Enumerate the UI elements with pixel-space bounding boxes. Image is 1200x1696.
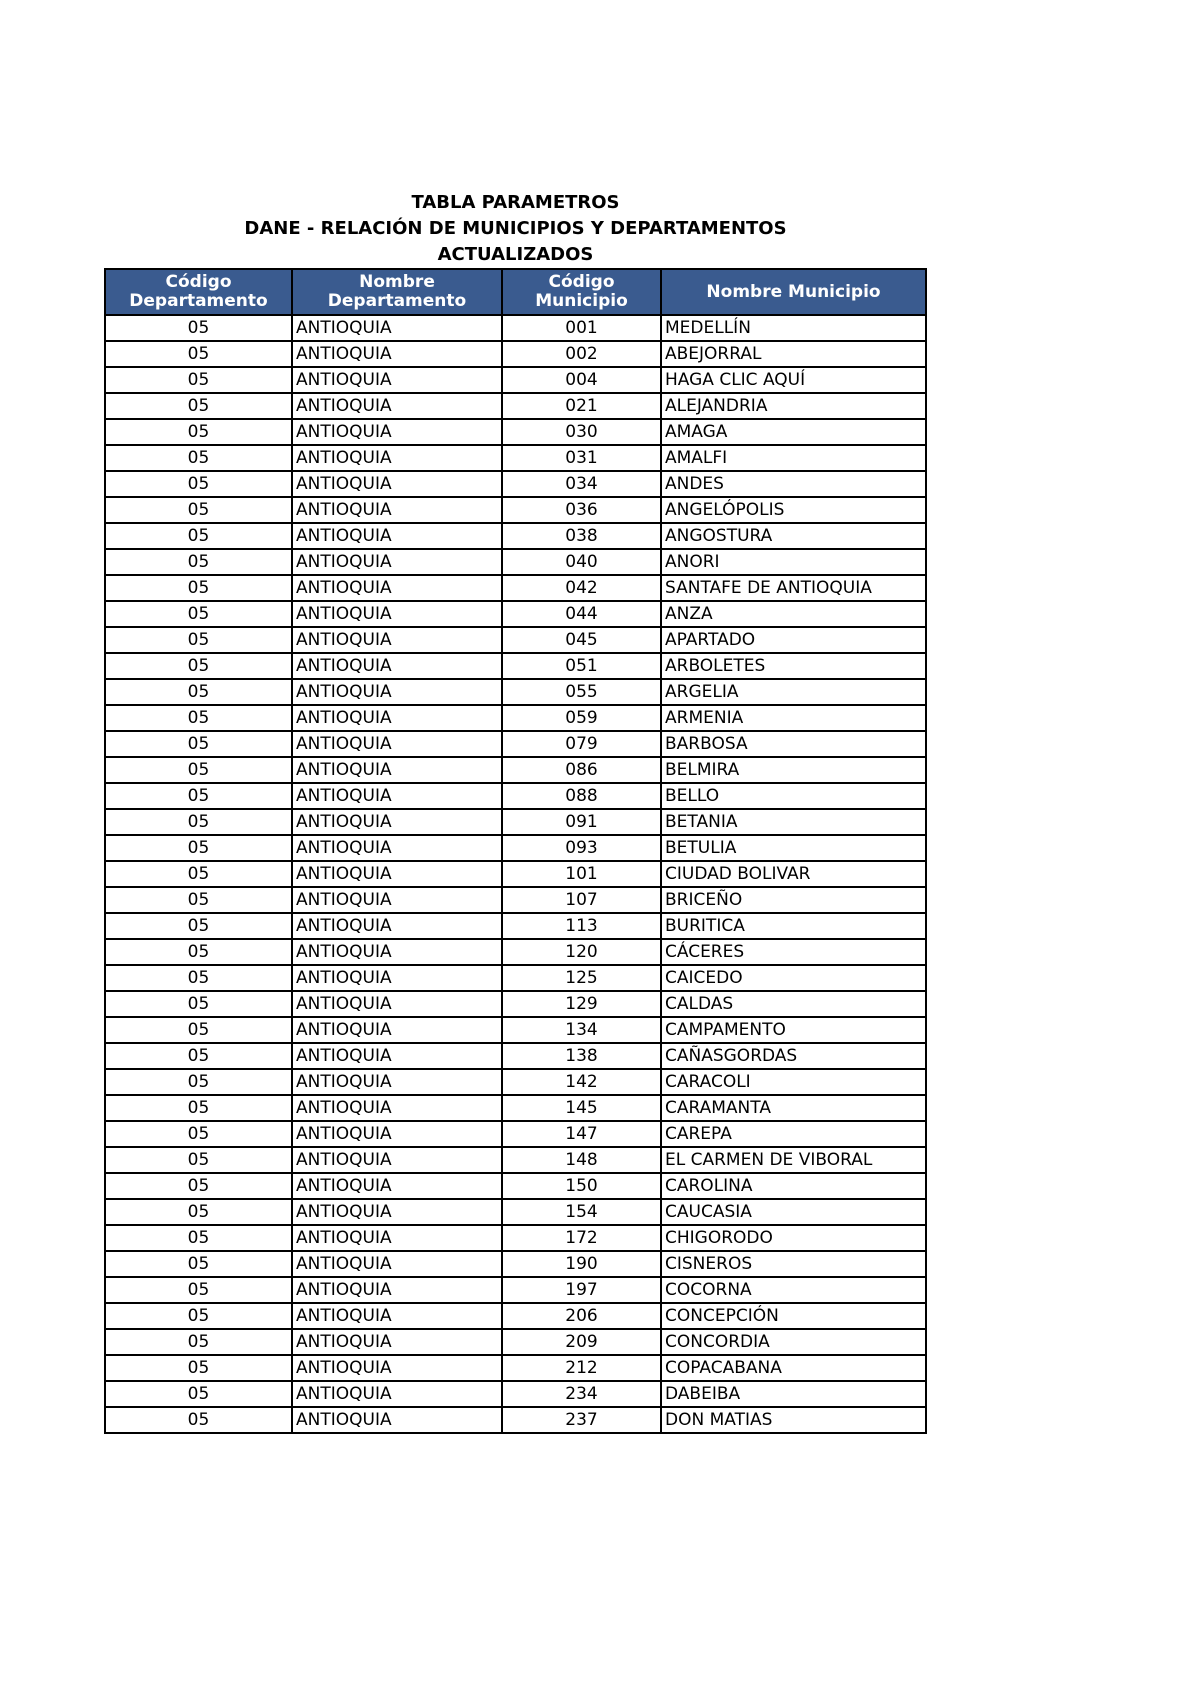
table-row bbox=[105, 1043, 926, 1069]
nombre-municipio-cell: ARMENIA bbox=[661, 705, 926, 731]
codigo-municipio-cell: 093 bbox=[502, 835, 661, 861]
codigo-municipio-cell: 154 bbox=[502, 1199, 661, 1225]
table-row bbox=[105, 1147, 926, 1173]
table-row bbox=[105, 419, 926, 445]
nombre-departamento-cell: ANTIOQUIA bbox=[292, 757, 502, 783]
nombre-departamento-cell: ANTIOQUIA bbox=[292, 1121, 502, 1147]
codigo-departamento-cell: 05 bbox=[105, 1303, 292, 1329]
nombre-municipio-cell: CONCEPCIÓN bbox=[661, 1303, 926, 1329]
nombre-departamento-cell: ANTIOQUIA bbox=[292, 445, 502, 471]
table-row bbox=[105, 471, 926, 497]
table-row bbox=[105, 1225, 926, 1251]
codigo-departamento-cell: 05 bbox=[105, 1095, 292, 1121]
table-row bbox=[105, 783, 926, 809]
codigo-departamento-cell: 05 bbox=[105, 1407, 292, 1433]
nombre-departamento-cell: ANTIOQUIA bbox=[292, 497, 502, 523]
nombre-departamento-cell: ANTIOQUIA bbox=[292, 1173, 502, 1199]
nombre-departamento-cell: ANTIOQUIA bbox=[292, 1069, 502, 1095]
table-row bbox=[105, 1173, 926, 1199]
codigo-municipio-cell: 040 bbox=[502, 549, 661, 575]
codigo-departamento-cell: 05 bbox=[105, 1355, 292, 1381]
codigo-departamento-cell: 05 bbox=[105, 1277, 292, 1303]
table-row bbox=[105, 393, 926, 419]
codigo-municipio-cell: 045 bbox=[502, 627, 661, 653]
nombre-municipio-cell: AMAGA bbox=[661, 419, 926, 445]
nombre-municipio-cell: ARGELIA bbox=[661, 679, 926, 705]
document-title bbox=[104, 190, 927, 268]
codigo-departamento-cell: 05 bbox=[105, 393, 292, 419]
municipios-table bbox=[104, 268, 927, 1434]
codigo-municipio-cell: 150 bbox=[502, 1173, 661, 1199]
table-row bbox=[105, 1251, 926, 1277]
table-row bbox=[105, 679, 926, 705]
codigo-municipio-cell: 237 bbox=[502, 1407, 661, 1433]
codigo-departamento-cell: 05 bbox=[105, 1329, 292, 1355]
nombre-departamento-cell: ANTIOQUIA bbox=[292, 393, 502, 419]
codigo-municipio-cell: 021 bbox=[502, 393, 661, 419]
table-row bbox=[105, 1329, 926, 1355]
nombre-departamento-cell: ANTIOQUIA bbox=[292, 1251, 502, 1277]
codigo-departamento-cell: 05 bbox=[105, 497, 292, 523]
table-row bbox=[105, 1069, 926, 1095]
nombre-municipio-cell: ARBOLETES bbox=[661, 653, 926, 679]
codigo-departamento-cell: 05 bbox=[105, 653, 292, 679]
codigo-municipio-cell: 086 bbox=[502, 757, 661, 783]
nombre-departamento-cell: ANTIOQUIA bbox=[292, 1095, 502, 1121]
header-nombre-municipio: Nombre Municipio bbox=[661, 269, 926, 315]
table-row bbox=[105, 1407, 926, 1433]
table-row bbox=[105, 965, 926, 991]
table-row bbox=[105, 575, 926, 601]
municipios-table-container bbox=[104, 268, 927, 1434]
nombre-municipio-cell: SANTAFE DE ANTIOQUIA bbox=[661, 575, 926, 601]
codigo-municipio-cell: 051 bbox=[502, 653, 661, 679]
table-row bbox=[105, 549, 926, 575]
codigo-departamento-cell: 05 bbox=[105, 679, 292, 705]
nombre-departamento-cell: ANTIOQUIA bbox=[292, 679, 502, 705]
codigo-municipio-cell: 147 bbox=[502, 1121, 661, 1147]
table-row bbox=[105, 1355, 926, 1381]
codigo-municipio-cell: 145 bbox=[502, 1095, 661, 1121]
table-row bbox=[105, 445, 926, 471]
nombre-departamento-cell: ANTIOQUIA bbox=[292, 315, 502, 341]
nombre-municipio-cell: DON MATIAS bbox=[661, 1407, 926, 1433]
nombre-departamento-cell: ANTIOQUIA bbox=[292, 367, 502, 393]
codigo-municipio-cell: 079 bbox=[502, 731, 661, 757]
codigo-municipio-cell: 129 bbox=[502, 991, 661, 1017]
nombre-municipio-cell: BELMIRA bbox=[661, 757, 926, 783]
nombre-departamento-cell: ANTIOQUIA bbox=[292, 549, 502, 575]
codigo-departamento-cell: 05 bbox=[105, 601, 292, 627]
nombre-municipio-cell: BARBOSA bbox=[661, 731, 926, 757]
nombre-municipio-cell: COPACABANA bbox=[661, 1355, 926, 1381]
table-row bbox=[105, 913, 926, 939]
codigo-departamento-cell: 05 bbox=[105, 965, 292, 991]
nombre-municipio-cell: CAREPA bbox=[661, 1121, 926, 1147]
codigo-municipio-cell: 055 bbox=[502, 679, 661, 705]
header-codigo-municipio: Código Municipio bbox=[502, 269, 661, 315]
codigo-departamento-cell: 05 bbox=[105, 835, 292, 861]
codigo-departamento-cell: 05 bbox=[105, 367, 292, 393]
codigo-municipio-cell: 034 bbox=[502, 471, 661, 497]
nombre-municipio-cell: CÁCERES bbox=[661, 939, 926, 965]
table-row bbox=[105, 523, 926, 549]
codigo-departamento-cell: 05 bbox=[105, 1251, 292, 1277]
nombre-departamento-cell: ANTIOQUIA bbox=[292, 341, 502, 367]
codigo-departamento-cell: 05 bbox=[105, 991, 292, 1017]
nombre-municipio-cell: BETANIA bbox=[661, 809, 926, 835]
table-row bbox=[105, 1095, 926, 1121]
nombre-departamento-cell: ANTIOQUIA bbox=[292, 601, 502, 627]
codigo-municipio-cell: 088 bbox=[502, 783, 661, 809]
nombre-departamento-cell: ANTIOQUIA bbox=[292, 1355, 502, 1381]
title-line-1: TABLA PARAMETROS bbox=[411, 192, 620, 213]
nombre-departamento-cell: ANTIOQUIA bbox=[292, 419, 502, 445]
nombre-departamento-cell: ANTIOQUIA bbox=[292, 1277, 502, 1303]
nombre-municipio-cell: HAGA CLIC AQUÍ bbox=[661, 367, 926, 393]
nombre-municipio-cell: CAÑASGORDAS bbox=[661, 1043, 926, 1069]
codigo-departamento-cell: 05 bbox=[105, 1121, 292, 1147]
table-row bbox=[105, 939, 926, 965]
nombre-departamento-cell: ANTIOQUIA bbox=[292, 523, 502, 549]
codigo-municipio-cell: 138 bbox=[502, 1043, 661, 1069]
codigo-municipio-cell: 120 bbox=[502, 939, 661, 965]
codigo-municipio-cell: 004 bbox=[502, 367, 661, 393]
nombre-municipio-cell: CARACOLI bbox=[661, 1069, 926, 1095]
nombre-municipio-cell: CHIGORODO bbox=[661, 1225, 926, 1251]
nombre-departamento-cell: ANTIOQUIA bbox=[292, 731, 502, 757]
nombre-departamento-cell: ANTIOQUIA bbox=[292, 1407, 502, 1433]
codigo-municipio-cell: 038 bbox=[502, 523, 661, 549]
codigo-departamento-cell: 05 bbox=[105, 523, 292, 549]
table-header-row bbox=[105, 269, 926, 315]
table-row bbox=[105, 1199, 926, 1225]
table-row bbox=[105, 887, 926, 913]
nombre-municipio-cell: BETULIA bbox=[661, 835, 926, 861]
codigo-municipio-cell: 030 bbox=[502, 419, 661, 445]
title-line-3: ACTUALIZADOS bbox=[437, 244, 594, 265]
nombre-municipio-cell: APARTADO bbox=[661, 627, 926, 653]
codigo-municipio-cell: 031 bbox=[502, 445, 661, 471]
nombre-municipio-cell: MEDELLÍN bbox=[661, 315, 926, 341]
codigo-departamento-cell: 05 bbox=[105, 757, 292, 783]
nombre-departamento-cell: ANTIOQUIA bbox=[292, 1017, 502, 1043]
codigo-municipio-cell: 001 bbox=[502, 315, 661, 341]
nombre-municipio-cell: ANGOSTURA bbox=[661, 523, 926, 549]
codigo-municipio-cell: 042 bbox=[502, 575, 661, 601]
table-body bbox=[105, 315, 926, 1433]
nombre-departamento-cell: ANTIOQUIA bbox=[292, 809, 502, 835]
table-row bbox=[105, 1303, 926, 1329]
nombre-departamento-cell: ANTIOQUIA bbox=[292, 1303, 502, 1329]
nombre-departamento-cell: ANTIOQUIA bbox=[292, 705, 502, 731]
codigo-municipio-cell: 172 bbox=[502, 1225, 661, 1251]
codigo-municipio-cell: 091 bbox=[502, 809, 661, 835]
nombre-departamento-cell: ANTIOQUIA bbox=[292, 965, 502, 991]
codigo-departamento-cell: 05 bbox=[105, 1381, 292, 1407]
nombre-departamento-cell: ANTIOQUIA bbox=[292, 783, 502, 809]
table-row bbox=[105, 705, 926, 731]
nombre-municipio-cell: EL CARMEN DE VIBORAL bbox=[661, 1147, 926, 1173]
codigo-municipio-cell: 036 bbox=[502, 497, 661, 523]
codigo-departamento-cell: 05 bbox=[105, 1147, 292, 1173]
table-row bbox=[105, 1017, 926, 1043]
nombre-municipio-cell: ABEJORRAL bbox=[661, 341, 926, 367]
nombre-municipio-cell: CAICEDO bbox=[661, 965, 926, 991]
nombre-municipio-cell: ALEJANDRIA bbox=[661, 393, 926, 419]
table-row bbox=[105, 315, 926, 341]
nombre-municipio-cell: CISNEROS bbox=[661, 1251, 926, 1277]
codigo-municipio-cell: 002 bbox=[502, 341, 661, 367]
nombre-departamento-cell: ANTIOQUIA bbox=[292, 913, 502, 939]
nombre-municipio-cell: CARAMANTA bbox=[661, 1095, 926, 1121]
table-row bbox=[105, 731, 926, 757]
codigo-departamento-cell: 05 bbox=[105, 861, 292, 887]
table-row bbox=[105, 497, 926, 523]
codigo-municipio-cell: 113 bbox=[502, 913, 661, 939]
table-row bbox=[105, 835, 926, 861]
nombre-municipio-cell: ANORI bbox=[661, 549, 926, 575]
nombre-municipio-cell: COCORNA bbox=[661, 1277, 926, 1303]
codigo-departamento-cell: 05 bbox=[105, 627, 292, 653]
nombre-municipio-cell: BURITICA bbox=[661, 913, 926, 939]
codigo-departamento-cell: 05 bbox=[105, 1017, 292, 1043]
codigo-departamento-cell: 05 bbox=[105, 1173, 292, 1199]
codigo-municipio-cell: 234 bbox=[502, 1381, 661, 1407]
nombre-departamento-cell: ANTIOQUIA bbox=[292, 991, 502, 1017]
nombre-departamento-cell: ANTIOQUIA bbox=[292, 471, 502, 497]
nombre-departamento-cell: ANTIOQUIA bbox=[292, 887, 502, 913]
nombre-departamento-cell: ANTIOQUIA bbox=[292, 1043, 502, 1069]
codigo-departamento-cell: 05 bbox=[105, 341, 292, 367]
codigo-departamento-cell: 05 bbox=[105, 809, 292, 835]
codigo-departamento-cell: 05 bbox=[105, 549, 292, 575]
codigo-departamento-cell: 05 bbox=[105, 1069, 292, 1095]
codigo-departamento-cell: 05 bbox=[105, 1043, 292, 1069]
table-row bbox=[105, 861, 926, 887]
codigo-departamento-cell: 05 bbox=[105, 419, 292, 445]
nombre-departamento-cell: ANTIOQUIA bbox=[292, 627, 502, 653]
codigo-municipio-cell: 059 bbox=[502, 705, 661, 731]
table-row bbox=[105, 757, 926, 783]
nombre-municipio-cell: ANZA bbox=[661, 601, 926, 627]
codigo-departamento-cell: 05 bbox=[105, 783, 292, 809]
table-row bbox=[105, 601, 926, 627]
codigo-departamento-cell: 05 bbox=[105, 1199, 292, 1225]
nombre-departamento-cell: ANTIOQUIA bbox=[292, 1381, 502, 1407]
table-row bbox=[105, 367, 926, 393]
nombre-municipio-cell: CIUDAD BOLIVAR bbox=[661, 861, 926, 887]
codigo-departamento-cell: 05 bbox=[105, 939, 292, 965]
nombre-municipio-cell: CALDAS bbox=[661, 991, 926, 1017]
nombre-departamento-cell: ANTIOQUIA bbox=[292, 653, 502, 679]
header-codigo-departamento: Código Departamento bbox=[105, 269, 292, 315]
table-row bbox=[105, 1121, 926, 1147]
table-row bbox=[105, 627, 926, 653]
nombre-departamento-cell: ANTIOQUIA bbox=[292, 1147, 502, 1173]
codigo-municipio-cell: 125 bbox=[502, 965, 661, 991]
codigo-municipio-cell: 190 bbox=[502, 1251, 661, 1277]
codigo-municipio-cell: 209 bbox=[502, 1329, 661, 1355]
table-row bbox=[105, 809, 926, 835]
table-row bbox=[105, 341, 926, 367]
codigo-departamento-cell: 05 bbox=[105, 705, 292, 731]
nombre-municipio-cell: AMALFI bbox=[661, 445, 926, 471]
nombre-departamento-cell: ANTIOQUIA bbox=[292, 1225, 502, 1251]
nombre-municipio-cell: CAROLINA bbox=[661, 1173, 926, 1199]
codigo-departamento-cell: 05 bbox=[105, 471, 292, 497]
nombre-municipio-cell: CAMPAMENTO bbox=[661, 1017, 926, 1043]
codigo-departamento-cell: 05 bbox=[105, 887, 292, 913]
codigo-municipio-cell: 044 bbox=[502, 601, 661, 627]
codigo-departamento-cell: 05 bbox=[105, 315, 292, 341]
codigo-departamento-cell: 05 bbox=[105, 575, 292, 601]
codigo-municipio-cell: 101 bbox=[502, 861, 661, 887]
header-nombre-departamento: Nombre Departamento bbox=[292, 269, 502, 315]
codigo-municipio-cell: 107 bbox=[502, 887, 661, 913]
nombre-municipio-cell: CONCORDIA bbox=[661, 1329, 926, 1355]
table-row bbox=[105, 1277, 926, 1303]
codigo-municipio-cell: 206 bbox=[502, 1303, 661, 1329]
nombre-municipio-cell: BELLO bbox=[661, 783, 926, 809]
table-row bbox=[105, 1381, 926, 1407]
codigo-municipio-cell: 142 bbox=[502, 1069, 661, 1095]
codigo-municipio-cell: 212 bbox=[502, 1355, 661, 1381]
nombre-municipio-cell: ANDES bbox=[661, 471, 926, 497]
nombre-municipio-cell: ANGELÓPOLIS bbox=[661, 497, 926, 523]
table-row bbox=[105, 653, 926, 679]
codigo-departamento-cell: 05 bbox=[105, 731, 292, 757]
nombre-municipio-cell: DABEIBA bbox=[661, 1381, 926, 1407]
nombre-municipio-cell: BRICEÑO bbox=[661, 887, 926, 913]
codigo-municipio-cell: 197 bbox=[502, 1277, 661, 1303]
nombre-municipio-cell: CAUCASIA bbox=[661, 1199, 926, 1225]
codigo-municipio-cell: 148 bbox=[502, 1147, 661, 1173]
nombre-departamento-cell: ANTIOQUIA bbox=[292, 1329, 502, 1355]
nombre-departamento-cell: ANTIOQUIA bbox=[292, 835, 502, 861]
codigo-departamento-cell: 05 bbox=[105, 1225, 292, 1251]
codigo-departamento-cell: 05 bbox=[105, 913, 292, 939]
nombre-departamento-cell: ANTIOQUIA bbox=[292, 939, 502, 965]
nombre-departamento-cell: ANTIOQUIA bbox=[292, 1199, 502, 1225]
table-row bbox=[105, 991, 926, 1017]
nombre-departamento-cell: ANTIOQUIA bbox=[292, 575, 502, 601]
nombre-departamento-cell: ANTIOQUIA bbox=[292, 861, 502, 887]
codigo-departamento-cell: 05 bbox=[105, 445, 292, 471]
title-line-2: DANE - RELACIÓN DE MUNICIPIOS Y DEPARTAMENTOS bbox=[244, 218, 787, 239]
codigo-municipio-cell: 134 bbox=[502, 1017, 661, 1043]
